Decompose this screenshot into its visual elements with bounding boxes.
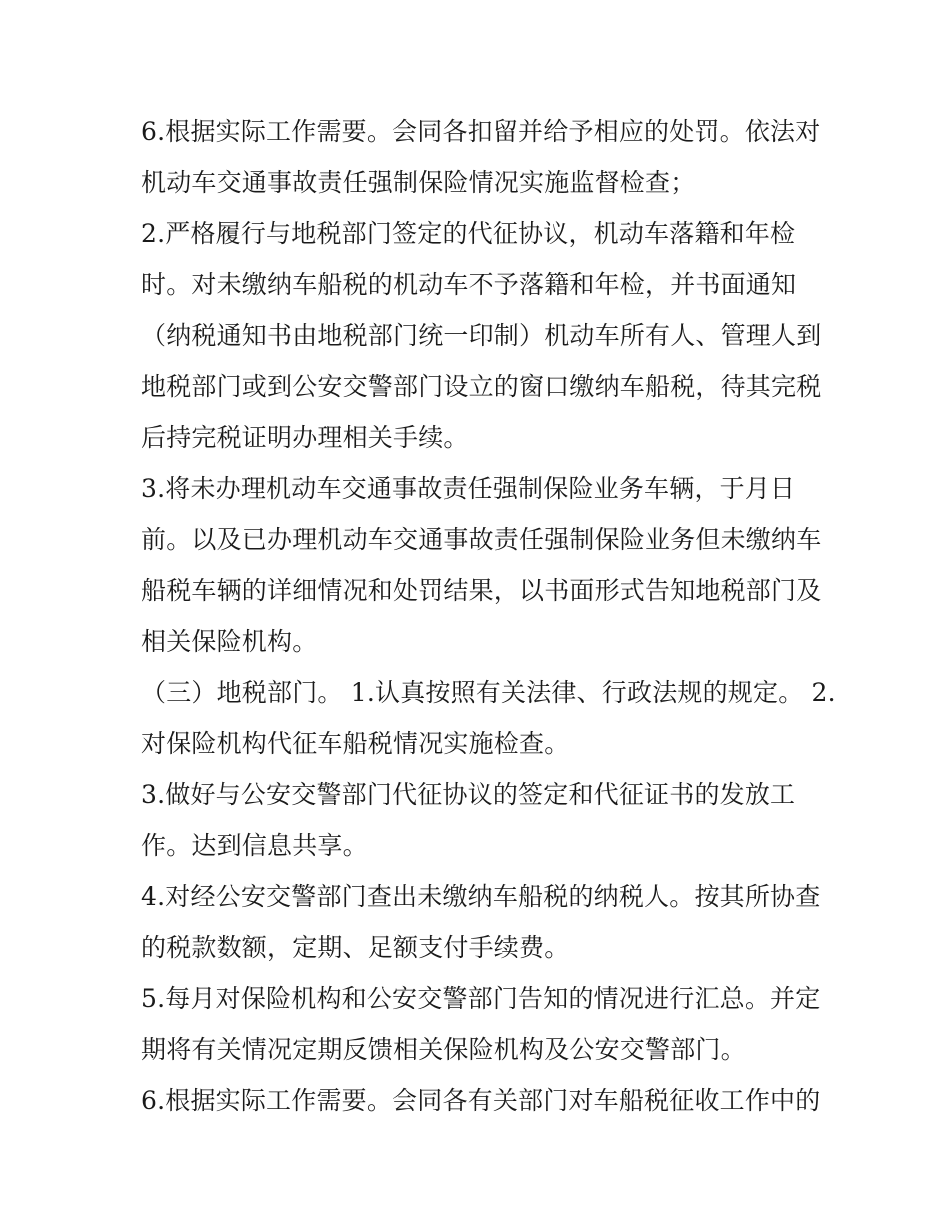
text-line: （纳税通知书由地税部门统一印制）机动车所有人、管理人到 — [141, 321, 822, 350]
text-line: 时。对未缴纳车船税的机动车不予落籍和年检，并书面通知 — [141, 270, 797, 299]
document-body — [141, 106, 836, 1126]
text-line: 前。以及已办理机动车交通事故责任强制保险业务但未缴纳车 — [141, 525, 822, 554]
text-line: 4.对经公安交警部门查出未缴纳车船税的纳税人。按其所协查 — [141, 882, 821, 911]
text-line: 对保险机构代征车船税情况实施检查。 — [141, 729, 570, 758]
text-line: 3.做好与公安交警部门代征协议的签定和代征证书的发放工 — [141, 780, 796, 809]
text-line: 6.根据实际工作需要。会同各扣留并给予相应的处罚。依法对 — [141, 117, 821, 146]
text-line: 的税款数额，定期、足额支付手续费。 — [141, 933, 570, 962]
text-line: （三）地税部门。 1.认真按照有关法律、行政法规的规定。 2. — [141, 678, 836, 707]
text-line: 地税部门或到公安交警部门设立的窗口缴纳车船税，待其完税 — [141, 372, 822, 401]
text-line: 6.根据实际工作需要。会同各有关部门对车船税征收工作中的 — [141, 1086, 821, 1115]
text-line: 相关保险机构。 — [141, 627, 318, 656]
text-line: 作。达到信息共享。 — [141, 831, 368, 860]
text-line: 5.每月对保险机构和公安交警部门告知的情况进行汇总。并定 — [141, 984, 821, 1013]
text-line: 2.严格履行与地税部门签定的代征协议，机动车落籍和年检 — [141, 219, 796, 248]
text-line: 机动车交通事故责任强制保险情况实施监督检查； — [141, 168, 696, 197]
text-line: 船税车辆的详细情况和处罚结果，以书面形式告知地税部门及 — [141, 576, 822, 605]
text-line: 3.将未办理机动车交通事故责任强制保险业务车辆，于月日 — [141, 474, 796, 503]
text-line: 后持完税证明办理相关手续。 — [141, 423, 469, 452]
text-line: 期将有关情况定期反馈相关保险机构及公安交警部门。 — [141, 1035, 746, 1064]
